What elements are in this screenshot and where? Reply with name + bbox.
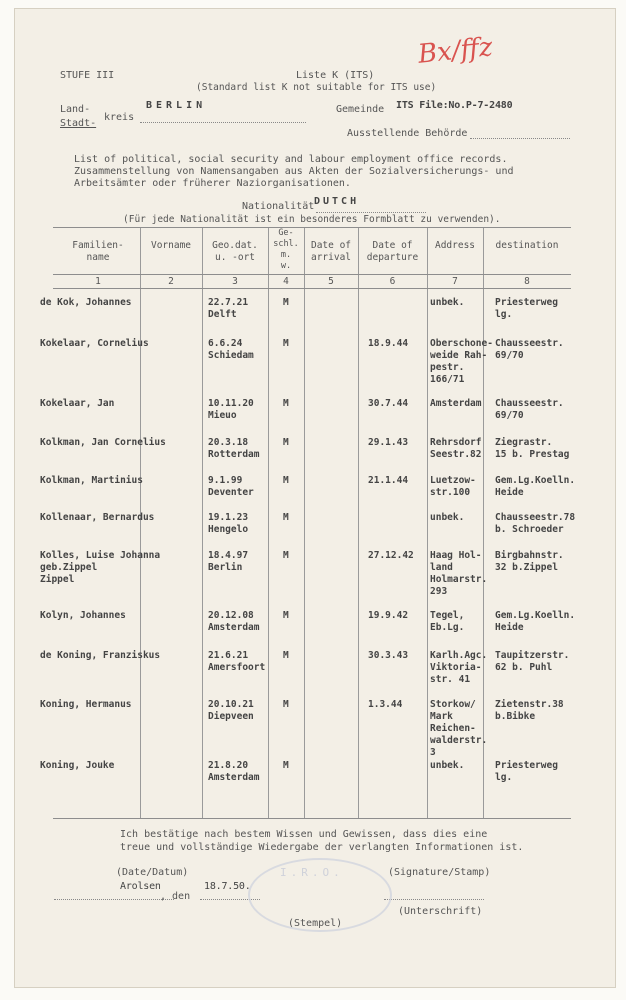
cell-address: Rehrsdorf Seestr.82 (430, 437, 482, 460)
kreis-label: kreis (104, 112, 135, 123)
cell-birth: 10.11.20 Mieuo (208, 398, 254, 421)
cell-name: Kolles, Luise Johanna geb.Zippel Zippel (40, 550, 161, 585)
cell-address: unbek. (430, 512, 465, 523)
cell-sex: M (283, 760, 289, 771)
stadt-label: Stadt- (60, 118, 97, 129)
cell-birth: 18.4.97 Berlin (208, 550, 249, 573)
cell-sex: M (283, 550, 289, 561)
its-file-number: ITS File:No.P-7-2480 (396, 100, 513, 111)
cell-address: Luetzow- str.100 (430, 475, 476, 498)
column-number: 1 (95, 276, 101, 287)
cell-address: Haag Hol- land Holmarstr. 293 (430, 550, 488, 597)
column-header-vorname: Vorname (150, 240, 192, 251)
kreis-value: BERLIN (146, 100, 207, 111)
ausstellende-line (470, 138, 570, 139)
liste-subtitle: (Standard list K not suitable for ITS use) (196, 82, 437, 93)
cell-birth: 22.7.21 Delft (208, 297, 249, 320)
date-value: 18.7.50. (204, 881, 251, 892)
cell-sex: M (283, 699, 289, 710)
nationality-label: Nationalität (242, 201, 315, 212)
column-number: 5 (328, 276, 334, 287)
cell-departure: 21.1.44 (368, 475, 409, 486)
cell-sex: M (283, 475, 289, 486)
cell-destination: Chausseestr. 69/70 (495, 338, 564, 361)
cell-address: Oberschone- weide Rah- pestr. 166/71 (430, 338, 493, 385)
column-divider (202, 228, 203, 818)
number-row-bottom-rule (53, 288, 571, 289)
cell-sex: M (283, 297, 289, 308)
cell-destination: Taupitzerstr. 62 b. Puhl (495, 650, 570, 673)
cell-name: Kolkman, Jan Cornelius (40, 437, 166, 448)
cell-birth: 21.8.20 Amsterdam (208, 760, 260, 783)
cell-birth: 20.12.08 Amsterdam (208, 610, 260, 633)
column-divider (358, 228, 359, 818)
description-line-1: List of political, social security and labour employment office records. (74, 154, 508, 165)
cell-departure: 29.1.43 (368, 437, 409, 448)
cell-birth: 6.6.24 Schiedam (208, 338, 254, 361)
cell-sex: M (283, 512, 289, 523)
description-line-3: Arbeitsämter oder früherer Naziorganisationen. (74, 178, 351, 189)
cell-address: Karlh.Agc. Viktoria- str. 41 (430, 650, 488, 685)
cell-sex: M (283, 338, 289, 349)
cell-sex: M (283, 610, 289, 621)
column-number: 6 (389, 276, 396, 287)
liste-title: Liste K (ITS) (296, 70, 375, 81)
cell-address: Tegel, Eb.Lg. (430, 610, 465, 633)
stufe-label: STUFE III (60, 70, 115, 81)
cell-address: unbek. (430, 760, 465, 771)
nationality-line (316, 212, 426, 213)
handwritten-mark: Bx/ffz (416, 32, 495, 70)
column-number: 2 (168, 276, 174, 287)
cell-address: Storkow/ Mark Reichen- walderstr. 3 (430, 699, 488, 758)
column-header-geschlecht: Ge- schl. m. w. (273, 228, 299, 271)
signature-label: (Signature/Stamp) (388, 867, 491, 878)
iro-stamp (248, 858, 392, 932)
cell-destination: Chausseestr.78 b. Schroeder (495, 512, 576, 535)
cell-sex: M (283, 437, 289, 448)
table-top-rule (53, 227, 571, 228)
confirmation-line-2: treue und vollständige Wiedergabe der verlangten Informationen ist. (120, 842, 524, 853)
cell-name: Koning, Jouke (40, 760, 115, 771)
cell-name: Kokelaar, Jan (40, 398, 115, 409)
cell-destination: Priesterweg lg. (495, 760, 558, 783)
column-number: 7 (452, 276, 458, 287)
cell-departure: 30.3.43 (368, 650, 409, 661)
column-divider (304, 228, 305, 818)
signature-line (384, 899, 484, 900)
cell-destination: Priesterweg lg. (495, 297, 558, 320)
place-value: Arolsen (120, 881, 161, 892)
column-number: 8 (524, 276, 530, 287)
cell-birth: 20.3.18 Rotterdam (208, 437, 260, 460)
date-label: (Date/Datum) (116, 867, 189, 878)
ausstellende-label: Ausstellende Behörde (347, 128, 468, 139)
den-label: , den (160, 891, 191, 902)
cell-name: Kokelaar, Cornelius (40, 338, 149, 349)
cell-departure: 27.12.42 (368, 550, 414, 561)
cell-name: de Koning, Franziskus (40, 650, 161, 661)
column-header-address: Address (434, 240, 476, 251)
cell-destination: Gem.Lg.Koelln. Heide (495, 475, 576, 498)
cell-birth: 21.6.21 Amersfoort (208, 650, 266, 673)
cell-name: Koning, Hermanus (40, 699, 132, 710)
cell-destination: Zietenstr.38 b.Bibke (495, 699, 564, 722)
description-line-2: Zusammenstellung von Namensangaben aus Akten der Sozialversicherungs- und (74, 166, 514, 177)
nationality-value: DUTCH (314, 196, 360, 207)
stamp-text: I.R.O. (280, 866, 344, 879)
column-header-destination: destination (495, 240, 559, 251)
number-row-top-rule (53, 274, 571, 275)
gemeinde-label: Gemeinde (336, 104, 385, 115)
cell-name: Kollenaar, Bernardus (40, 512, 155, 523)
place-line (54, 899, 174, 900)
stempel-label: (Stempel) (288, 918, 343, 929)
cell-name: Kolyn, Johannes (40, 610, 126, 621)
cell-birth: 19.1.23 Hengelo (208, 512, 249, 535)
cell-birth: 9.1.99 Deventer (208, 475, 254, 498)
unterschrift-label: (Unterschrift) (398, 906, 483, 917)
cell-address: Amsterdam (430, 398, 482, 409)
column-header-familienname: Familien- name (72, 240, 124, 263)
land-label: Land- (60, 104, 91, 115)
nationality-note: (Für jede Nationalität ist ein besonderes Formblatt zu verwenden). (123, 214, 501, 225)
cell-destination: Ziegrastr. 15 b. Prestag (495, 437, 570, 460)
column-number: 4 (283, 276, 289, 287)
column-header-geburt: Geo.dat. u. -ort (212, 240, 258, 263)
cell-destination: Chausseestr. 69/70 (495, 398, 564, 421)
cell-sex: M (283, 650, 289, 661)
cell-sex: M (283, 398, 289, 409)
cell-departure: 30.7.44 (368, 398, 409, 409)
cell-departure: 18.9.44 (368, 338, 409, 349)
kreis-line (140, 122, 306, 123)
cell-destination: Gem.Lg.Koelln. Heide (495, 610, 576, 633)
cell-destination: Birgbahnstr. 32 b.Zippel (495, 550, 564, 573)
table-bottom-rule (53, 818, 571, 819)
column-number: 3 (232, 276, 238, 287)
cell-name: Kolkman, Martinius (40, 475, 143, 486)
column-header-arrival: Date of arrival (310, 240, 352, 263)
column-divider (427, 228, 428, 818)
cell-departure: 19.9.42 (368, 610, 409, 621)
column-header-departure: Date of departure (366, 240, 419, 263)
cell-address: unbek. (430, 297, 465, 308)
cell-departure: 1.3.44 (368, 699, 403, 710)
cell-name: de Kok, Johannes (40, 297, 132, 308)
confirmation-line-1: Ich bestätige nach bestem Wissen und Gewissen, dass dies eine (120, 829, 488, 840)
cell-birth: 20.10.21 Diepveen (208, 699, 254, 722)
